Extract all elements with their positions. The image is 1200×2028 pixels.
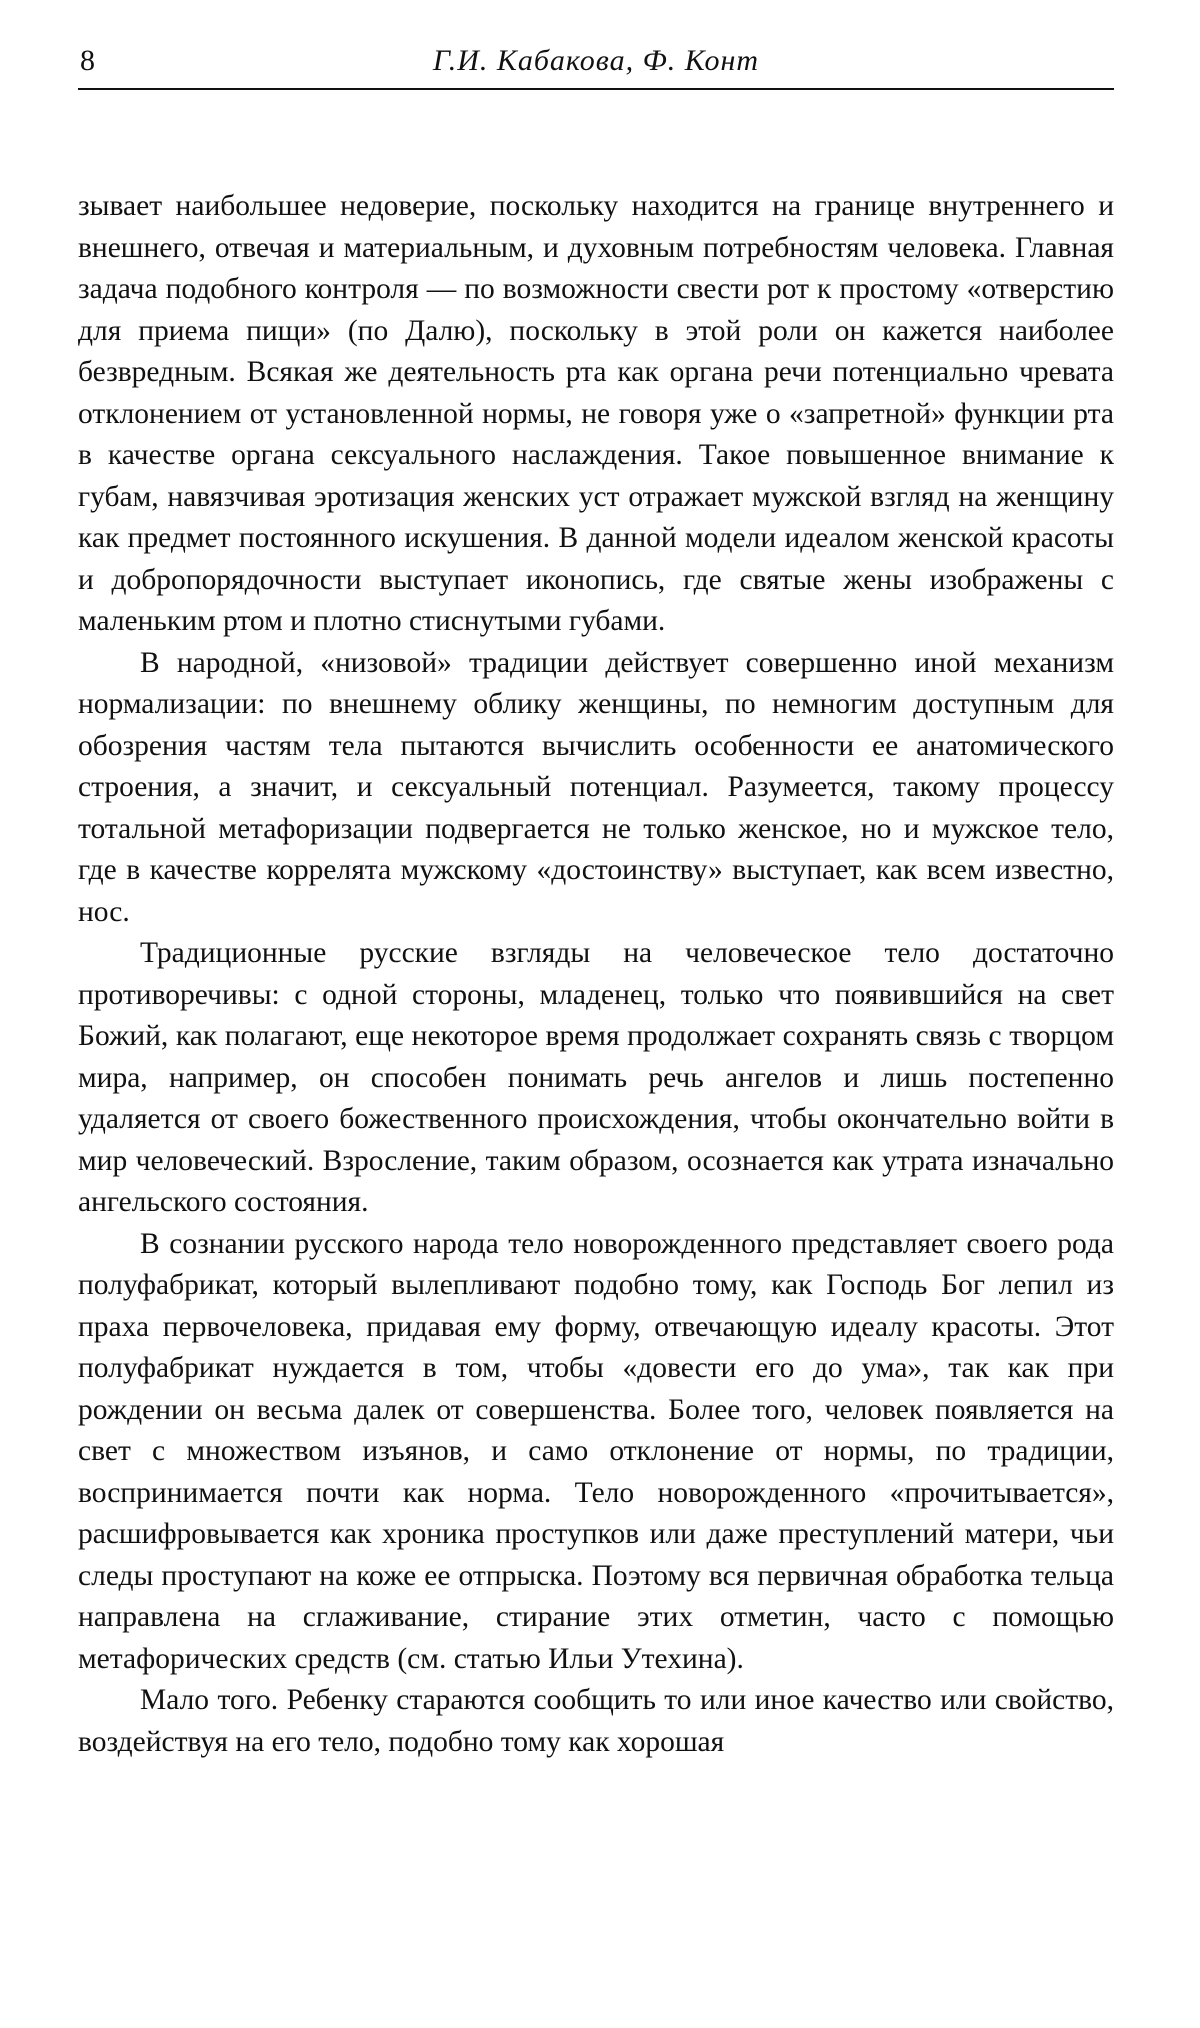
- book-page: [78, 40, 1114, 1763]
- running-title: Г.И. Кабакова, Ф. Конт: [432, 44, 760, 77]
- paragraph-1: зывает наибольшее недоверие, поскольку находится на границе внутреннего и внешнего, отвечая и материальным, и духовным потребностям человека. Главная задача подобного контроля — по возможности свести рот к простому «отверстию для приема пищи» (по Далю), поскольку в этой роли он кажется наиболее безвредным. Всякая же деятельность рта как органа речи потенциально чревата отклонением от установленной нормы, не говоря уже о «запретной» функции рта в качестве органа сексуального наслаждения. Такое повышенное внимание к губам, навязчивая эротизация женских уст отражает мужской взгляд на женщину как предмет постоянного искушения. В данной модели идеалом женской красоты и добропорядочности выступает иконопись, где святые жены изображены с маленьким ртом и плотно стиснутыми губами.: [78, 190, 1114, 637]
- running-head: [78, 40, 1114, 90]
- paragraph-3: Традиционные русские взгляды на человеческое тело достаточно противоречивы: с одной стороны, младенец, только что появившийся на свет Божий, как полагают, еще некоторое время продолжает сохранять связь с творцом мира, например, он способен понимать речь ангелов и лишь постепенно удаляется от своего божественного происхождения, чтобы окончательно войти в мир человеческий. Взросление, таким образом, осознается как утрата изначально ангельского состояния.: [78, 937, 1114, 1218]
- body-text: [78, 186, 1114, 1763]
- paragraph-5: Мало того. Ребенку стараются сообщить то или иное качество или свойство, воздействуя на его тело, подобно тому как хорошая: [78, 1684, 1114, 1758]
- page-number: 8: [80, 44, 95, 77]
- paragraph-2: В народной, «низовой» традиции действует совершенно иной механизм нормализации: по внешнему облику женщины, по немногим доступным для обозрения частям тела пытаются вычислить особенности ее анатомического строения, а значит, и сексуальный потенциал. Разумеется, такому процессу тотальной метафоризации подвергается не только женское, но и мужское тело, где в качестве коррелята мужскому «достоинству» выступает, как всем известно, нос.: [78, 646, 1114, 928]
- paragraph-4: В сознании русского народа тело новорожденного представляет своего рода полуфабрикат, который вылепливают подобно тому, как Господь Бог лепил из праха первочеловека, придавая ему форму, отвечающую идеалу красоты. Этот полуфабрикат нуждается в том, чтобы «довести его до ума», так как при рождении он весьма далек от совершенства. Более того, человек появляется на свет с множеством изъянов, и само отклонение от нормы, по традиции, воспринимается почти как норма. Тело новорожденного «прочитывается», расшифровывается как хроника проступков или даже преступлений матери, чьи следы проступают на коже ее отпрыска. Поэтому вся первичная обработка тельца направлена на сглаживание, стирание этих отметин, часто с помощью метафорических средств (см. статью Ильи Утехина).: [78, 1227, 1114, 1675]
